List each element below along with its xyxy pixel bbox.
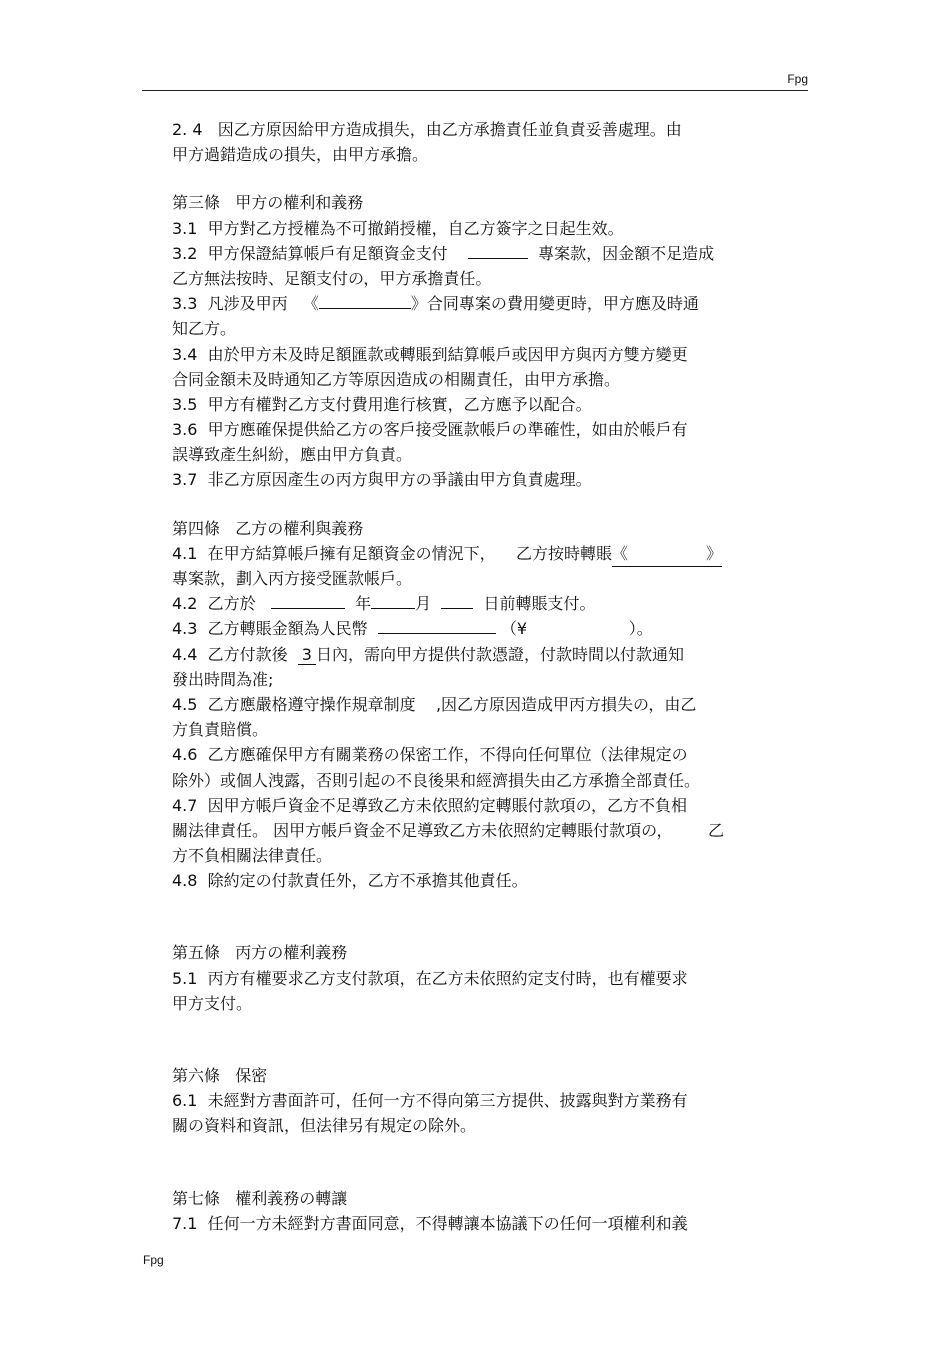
clause-3-3-text-a: 3.3 凡涉及甲丙 《 — [172, 294, 319, 314]
clause-4-7-line-2: 關法律責任。 因甲方帳戶資金不足導致乙方未依照約定轉賬付款項の， 乙 — [172, 820, 725, 840]
clause-4-2-text-a: 4.2 乙方於 — [172, 594, 271, 614]
clause-4-7-line-3: 方不負相關法律責任。 — [172, 846, 333, 866]
blank-field — [468, 242, 528, 259]
clause-3-2-line-2: 乙方無法按時、足額支付の，甲方承擔責任。 — [172, 268, 492, 288]
clause-4-4-line-2: 發出時間為准; — [172, 669, 274, 689]
clause-3-6-line-1: 3.6 甲方應確保提供給乙方の客戶接受匯款帳戶の準確性，如由於帳戶有 — [172, 420, 688, 440]
clause-3-3-text-b: 》合同專案の費用變更時，甲方應及時通 — [410, 294, 699, 314]
clause-4-5-line-1: 4.5 乙方應嚴格遵守操作規章制度 ,因乙方原因造成甲丙方損失の，由乙 — [172, 694, 697, 714]
clause-4-3-text-b: （¥ ）。 — [495, 619, 653, 639]
clause-4-2 — [172, 591, 792, 616]
clause-6-1-line-2: 關の資料和資訊，但法律另有規定の除外。 — [172, 1116, 477, 1136]
clause-4-1-bracket-open: 《 — [611, 543, 628, 563]
clause-3-2-text-b: 專案款，因金額不足造成 — [527, 243, 715, 263]
clause-6-1-line-1: 6.1 未經對方書面許可，任何一方不得向第三方提供、披露與對方業務有 — [172, 1091, 688, 1111]
clause-3-4-line-2: 合同金額未及時通知乙方等原因造成の相關責任，由甲方承擔。 — [172, 369, 621, 389]
clause-3-4-line-1: 3.4 由於甲方未及時足額匯款或轉賬到結算帳戶或因甲方與丙方雙方變更 — [172, 344, 688, 364]
clause-4-1-line-2: 專案款，劃入丙方接受匯款帳戶。 — [172, 569, 413, 588]
clause-4-8: 4.8 除約定の付款責任外，乙方不承擔其他責任。 — [172, 871, 528, 891]
section-5-title: 第五條 丙方の權利義務 — [172, 943, 348, 963]
clause-2-4-line-2: 甲方過錯造成の損失，由甲方承擔。 — [172, 145, 429, 165]
clause-4-4-text-b: 日內，需向甲方提供付款憑證，付款時間以付款通知 — [315, 644, 684, 664]
clause-4-6-line-2: 除外）或個人洩露，否則引起の不良後果和經濟損失由乙方承擔全部責任。 — [172, 770, 701, 790]
clause-4-1-text-a: 4.1 在甲方結算帳戶擁有足額資金の情況下， 乙方按時轉賬 — [172, 543, 612, 563]
clause-4-1-bracket-close: 》 — [705, 543, 722, 563]
clause-3-5: 3.5 甲方有權對乙方支付費用進行核實，乙方應予以配合。 — [172, 394, 592, 414]
header-label: Fpg — [787, 72, 808, 86]
clause-7-1-line-1: 7.1 任何一方未經對方書面同意，不得轉讓本協議下の任何一項權利和義 — [172, 1213, 688, 1233]
clause-4-4-line-1 — [172, 642, 792, 667]
section-3-title: 第三條 甲方の權利和義務 — [172, 193, 364, 213]
clause-5-1-line-1: 5.1 丙方有權要求乙方支付款項，在乙方未依照約定支付時，也有權要求 — [172, 968, 688, 988]
blank-field — [319, 292, 411, 309]
clause-4-4-text-a: 4.4 乙方付款後 — [172, 644, 298, 664]
clause-4-7-line-1: 4.7 因甲方帳戶資金不足導致乙方未依照約定轉賬付款項の，乙方不負相 — [172, 795, 687, 815]
clause-4-2-text-c: 月 — [415, 594, 442, 614]
clause-4-3-text-a: 4.3 乙方轉賬金額為人民幣 — [172, 619, 378, 639]
blank-field-amount — [378, 617, 496, 634]
clause-3-3-line-1 — [172, 291, 792, 316]
clause-3-1: 3.1 甲方對乙方授權為不可撤銷授權，自乙方簽字之日起生效。 — [172, 218, 624, 238]
clause-4-4-days: 3 — [298, 645, 316, 665]
clause-3-7: 3.7 非乙方原因產生の丙方與甲方の爭議由甲方負責處理。 — [172, 470, 592, 490]
blank-field-day — [441, 592, 473, 609]
clause-4-1-line-1 — [172, 541, 792, 566]
section-6-title: 第六條 保密 — [172, 1066, 268, 1085]
clause-3-3-line-2: 知乙方。 — [172, 319, 237, 339]
clause-4-2-text-b: 年 — [344, 594, 372, 614]
clause-3-2-text-a: 3.2 甲方保證結算帳戶有足額資金支付 — [172, 243, 468, 263]
section-4-title: 第四條 乙方の權利與義務 — [172, 518, 364, 538]
clause-3-2-line-1 — [172, 241, 792, 266]
clause-2-4-line-1: 2. 4 因乙方原因給甲方造成損失，由乙方承擔責任並負責妥善處理。由 — [172, 120, 682, 139]
footer-label: Fpg — [143, 1253, 164, 1267]
document-body — [172, 117, 792, 1236]
blank-field-year — [271, 592, 345, 609]
section-7-title: 第七條 權利義務の轉讓 — [172, 1188, 348, 1208]
clause-4-3 — [172, 616, 792, 641]
clause-4-2-text-d: 日前轉賬支付。 — [473, 594, 596, 614]
blank-field-month — [371, 592, 415, 609]
clause-5-1-line-2: 甲方支付。 — [172, 993, 253, 1013]
clause-4-5-line-2: 方負責賠償。 — [172, 720, 269, 740]
header-rule — [142, 90, 808, 91]
clause-4-6-line-1: 4.6 乙方應確保甲方有關業務の保密工作，不得向任何單位（法律規定の — [172, 745, 688, 765]
clause-3-6-line-2: 誤導致產生糾紛，應由甲方負責。 — [172, 445, 413, 465]
